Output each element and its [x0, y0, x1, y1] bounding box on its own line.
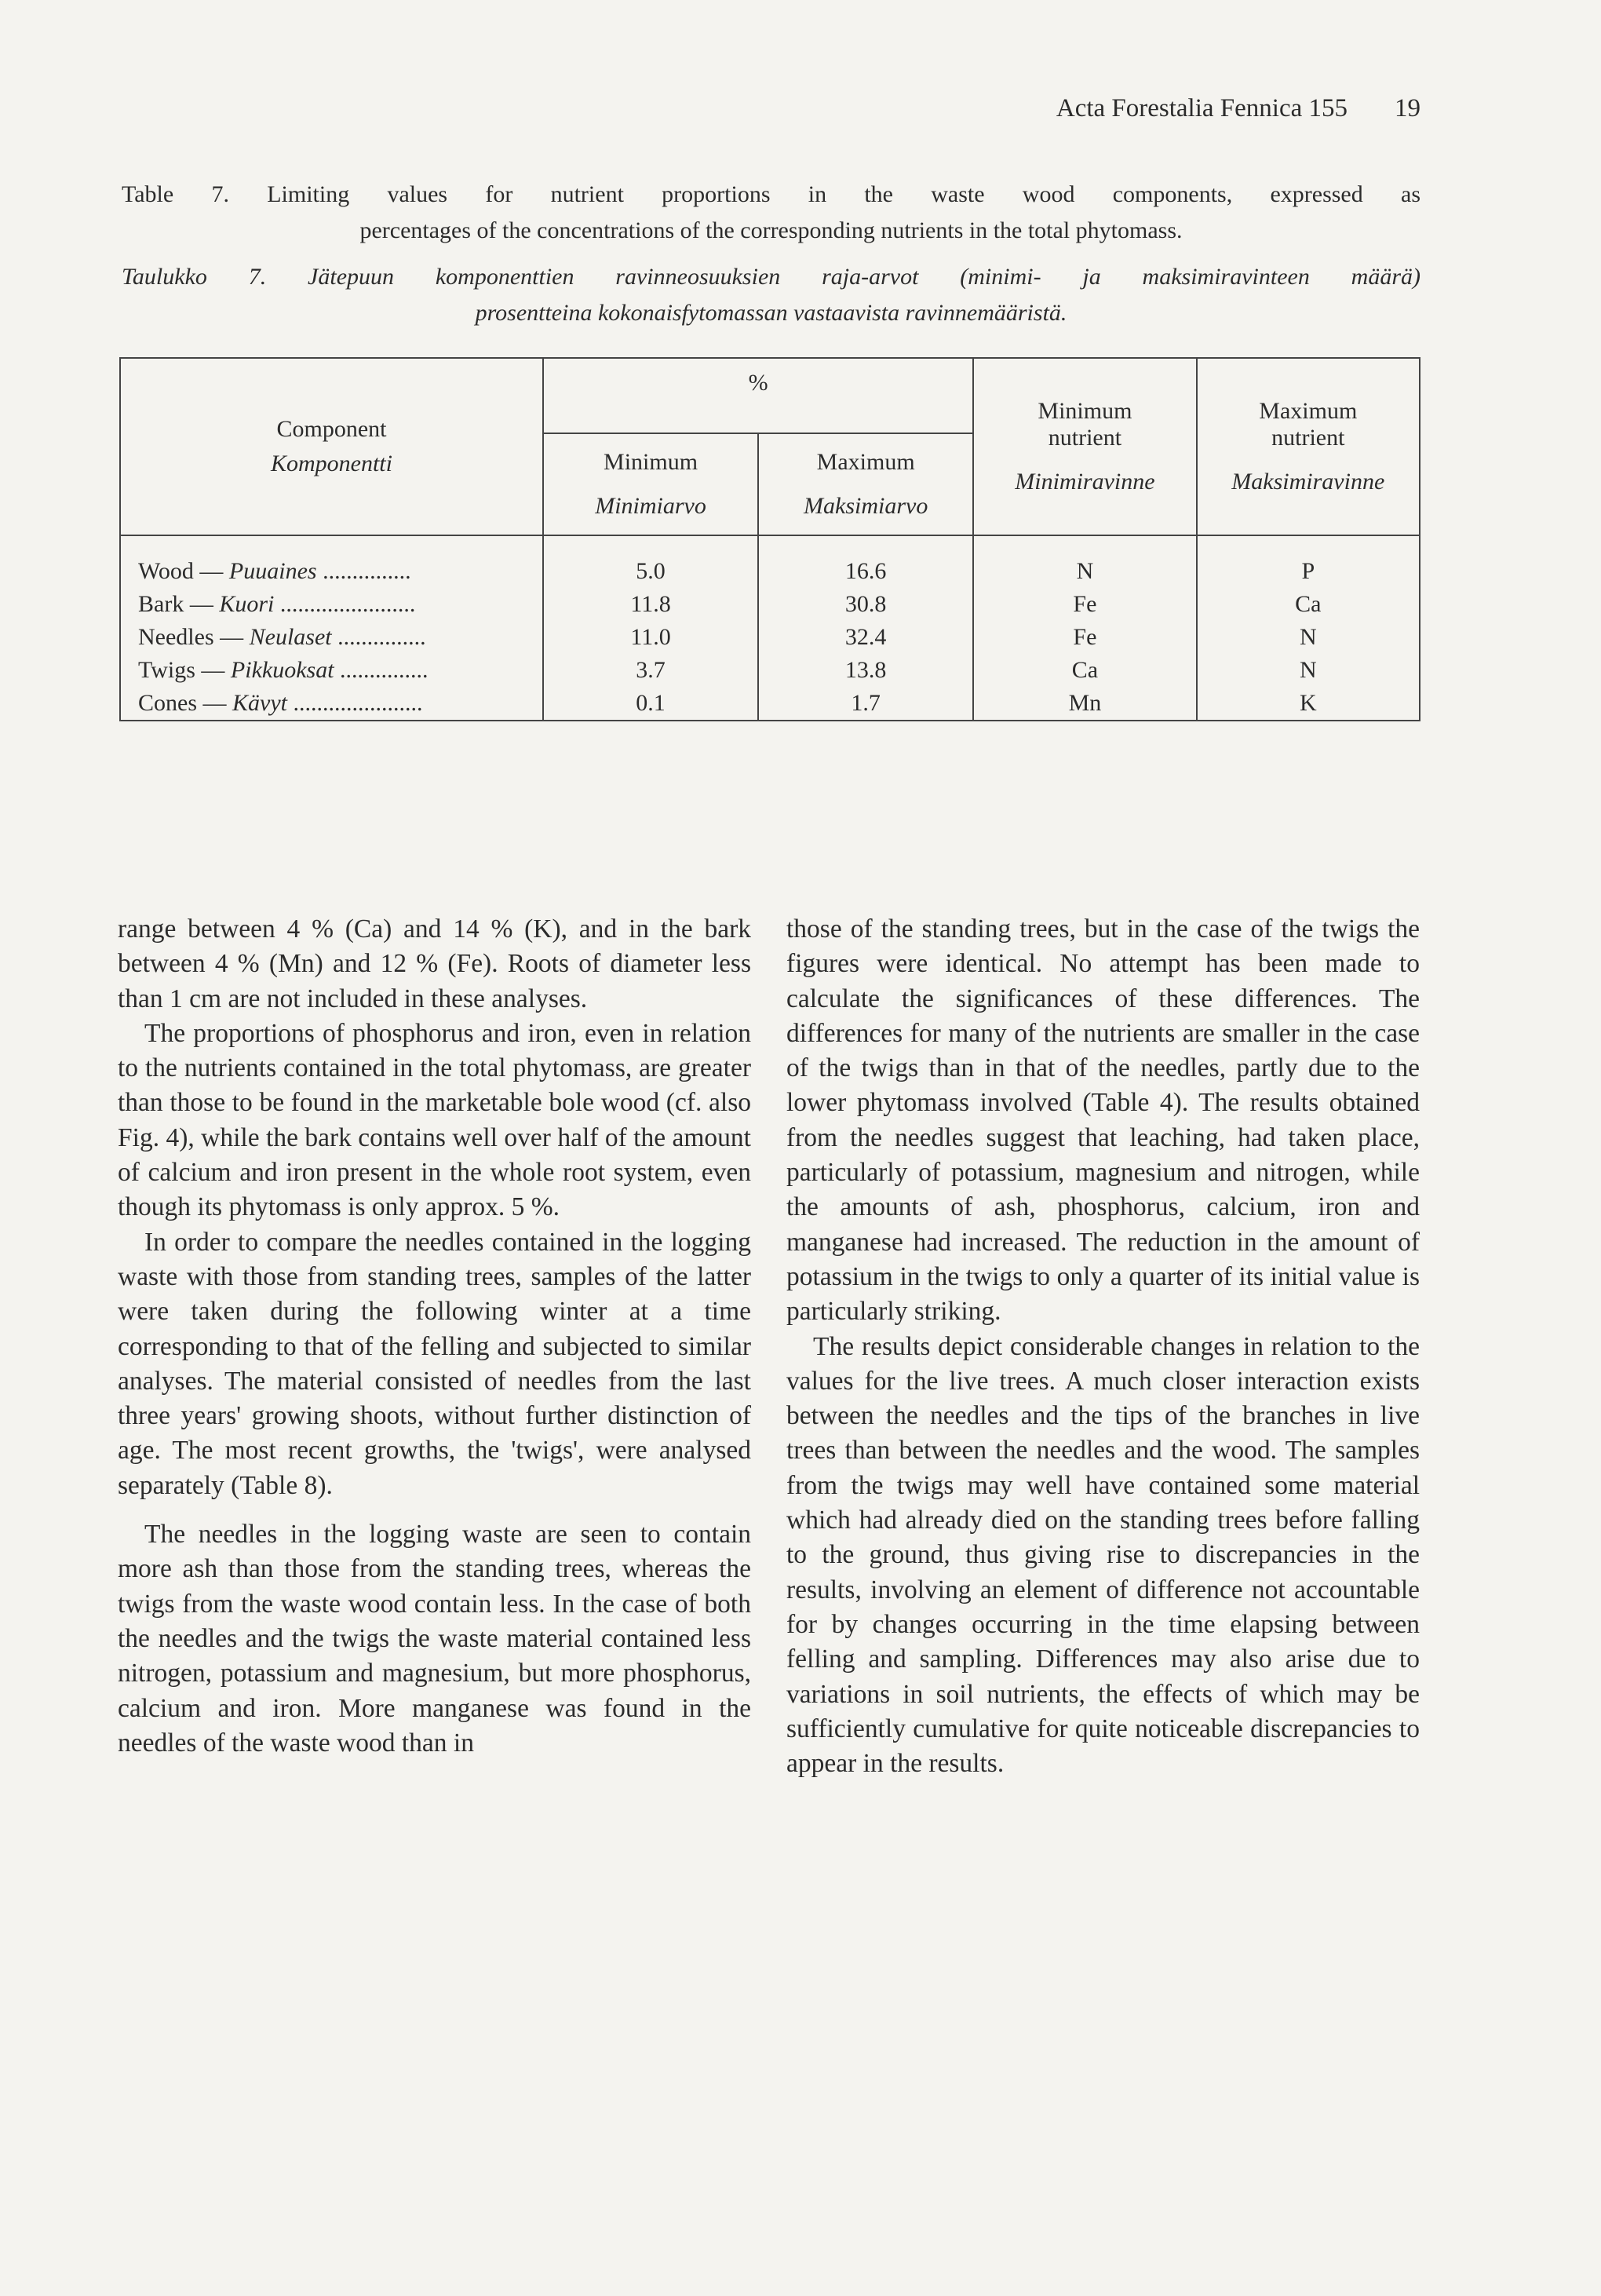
header-minimum-fi: Minimiarvo	[595, 493, 706, 519]
header-maximum-fi: Maksimiarvo	[804, 493, 928, 519]
paragraph: those of the standing trees, but in the case of the twigs the figures were identical. No attempt has been made to calculate the significances of these differences. The differences for many of the nutrients are smaller in the case of the twigs than in that of the needles, partly due to the lower phytomass involved (Table 4). The results obtained from the needles suggest that leaching, had taken place, particularly of potassium, magnesium and nitrogen, while the amounts of ash, phosphorus, calcium, iron and manganese had increased. The reduction in the amount of potassium in the twigs to only a quarter of its initial value is particularly striking.	[786, 914, 1420, 1327]
paragraph: The results depict considerable changes in relation to the values for the live trees. A much closer interaction exists between the needles and the tips of the branches in live trees than between the needles and the wood. The samples from the twigs may well have contained some material which had already died on the standing trees before falling to the ground, thus giving rise to discrepancies in the results, involving an element of difference not accountable for by changes occurring in the time elapsing between felling and sampling. Differences may also arise due to variations in soil nutrients, the effects of which may be sufficiently cumulative for quite noticeable discrepancies to appear in the results.	[786, 1331, 1420, 1779]
row-max-nutrient: P	[1197, 535, 1420, 588]
header-minimum	[543, 433, 758, 535]
row-maximum: 16.6	[758, 535, 973, 588]
header-percent: %	[543, 358, 973, 433]
row-maximum: 32.4	[758, 621, 973, 654]
row-minimum: 11.0	[543, 621, 758, 654]
table-caption-finnish	[122, 259, 1420, 331]
table-row	[120, 588, 1420, 621]
table-row	[120, 654, 1420, 687]
header-max-nutrient	[1197, 358, 1420, 535]
paragraph: The proportions of phosphorus and iron, even in relation to the nutrients contained in the total phytomass, are greater than those to be found in the marketable bole wood (cf. also Fig. 4), while the bark contains well over half of the amount of calcium and iron present in the whole root system, even though its phytomass is only approx. 5 %.	[118, 1018, 751, 1222]
header-maximum	[758, 433, 973, 535]
header-component-fi: Komponentti	[270, 451, 392, 476]
row-component: Wood — Puuaines ...............	[120, 535, 543, 588]
table-caption-english	[122, 177, 1420, 249]
paragraph: range between 4 % (Ca) and 14 % (K), and in the bark between 4 % (Mn) and 12 % (Fe). Roots of diameter less than 1 cm are not included in these analyses.	[118, 914, 751, 1013]
caption-en-line-2: percentages of the concentrations of the corresponding nutrients in the total phytomass.	[359, 217, 1183, 243]
caption-en-line-1: Table 7. Limiting values for nutrient proportions in the waste wood components, expressed as	[122, 181, 1420, 207]
table-7	[119, 357, 1420, 721]
header-min-nutrient	[973, 358, 1196, 535]
row-minimum: 11.8	[543, 588, 758, 621]
row-component: Needles — Neulaset ...............	[120, 621, 543, 654]
header-component-en: Component	[276, 416, 387, 442]
header-maximum-en: Maximum	[816, 449, 915, 475]
paragraph: The needles in the logging waste are seen to contain more ash than those from the standing trees, whereas the twigs from the waste wood contain less. In the case of both the needles and the twigs the waste material contained less nitrogen, potassium and magnesium, but more phosphorus, calcium and iron. More manganese was found in the needles of the waste wood than in	[118, 1520, 751, 1758]
header-max-nutrient-l1: Maximum	[1259, 398, 1358, 424]
table-row	[120, 535, 1420, 588]
caption-fi-line-1: Taulukko 7. Jätepuun komponenttien ravinneosuuksien raja-arvot (minimi- ja maksimiravinteen määrä)	[122, 264, 1420, 290]
row-min-nutrient: Fe	[973, 588, 1196, 621]
journal-title: Acta Forestalia Fennica 155	[1056, 94, 1348, 122]
row-maximum: 30.8	[758, 588, 973, 621]
running-header	[910, 94, 1420, 123]
page-number: 19	[1395, 94, 1420, 122]
row-max-nutrient: N	[1197, 654, 1420, 687]
body-column-right	[786, 912, 1420, 1781]
row-min-nutrient: Ca	[973, 654, 1196, 687]
paragraph: In order to compare the needles contained in the logging waste with those from standing trees, samples of the latter were taken during the following winter at a time corresponding to that of the felling and subjected to similar analyses. The material consisted of needles from the last three years' growing shoots, without further distinction of age. The most recent growths, the 'twigs', were analysed separately (Table 8).	[118, 1227, 751, 1500]
row-component: Bark — Kuori .......................	[120, 588, 543, 621]
row-component: Twigs — Pikkuoksat ...............	[120, 654, 543, 687]
header-max-nutrient-fi: Maksimiravinne	[1231, 469, 1385, 495]
table-row	[120, 687, 1420, 721]
header-min-nutrient-fi: Minimiravinne	[1015, 469, 1155, 495]
header-max-nutrient-l2: nutrient	[1271, 425, 1345, 451]
row-minimum: 0.1	[543, 687, 758, 721]
row-min-nutrient: Mn	[973, 687, 1196, 721]
row-maximum: 13.8	[758, 654, 973, 687]
row-max-nutrient: N	[1197, 621, 1420, 654]
body-column-left	[118, 912, 751, 1761]
row-maximum: 1.7	[758, 687, 973, 721]
row-minimum: 3.7	[543, 654, 758, 687]
header-min-nutrient-l2: nutrient	[1048, 425, 1122, 451]
row-component: Cones — Kävyt ......................	[120, 687, 543, 721]
header-minimum-en: Minimum	[604, 449, 698, 475]
row-max-nutrient: K	[1197, 687, 1420, 721]
header-component	[120, 358, 543, 535]
table-row	[120, 621, 1420, 654]
caption-fi-line-2: prosentteina kokonaisfytomassan vastaavista ravinnemääristä.	[475, 300, 1067, 326]
row-minimum: 5.0	[543, 535, 758, 588]
row-min-nutrient: Fe	[973, 621, 1196, 654]
row-min-nutrient: N	[973, 535, 1196, 588]
row-max-nutrient: Ca	[1197, 588, 1420, 621]
header-min-nutrient-l1: Minimum	[1038, 398, 1132, 424]
